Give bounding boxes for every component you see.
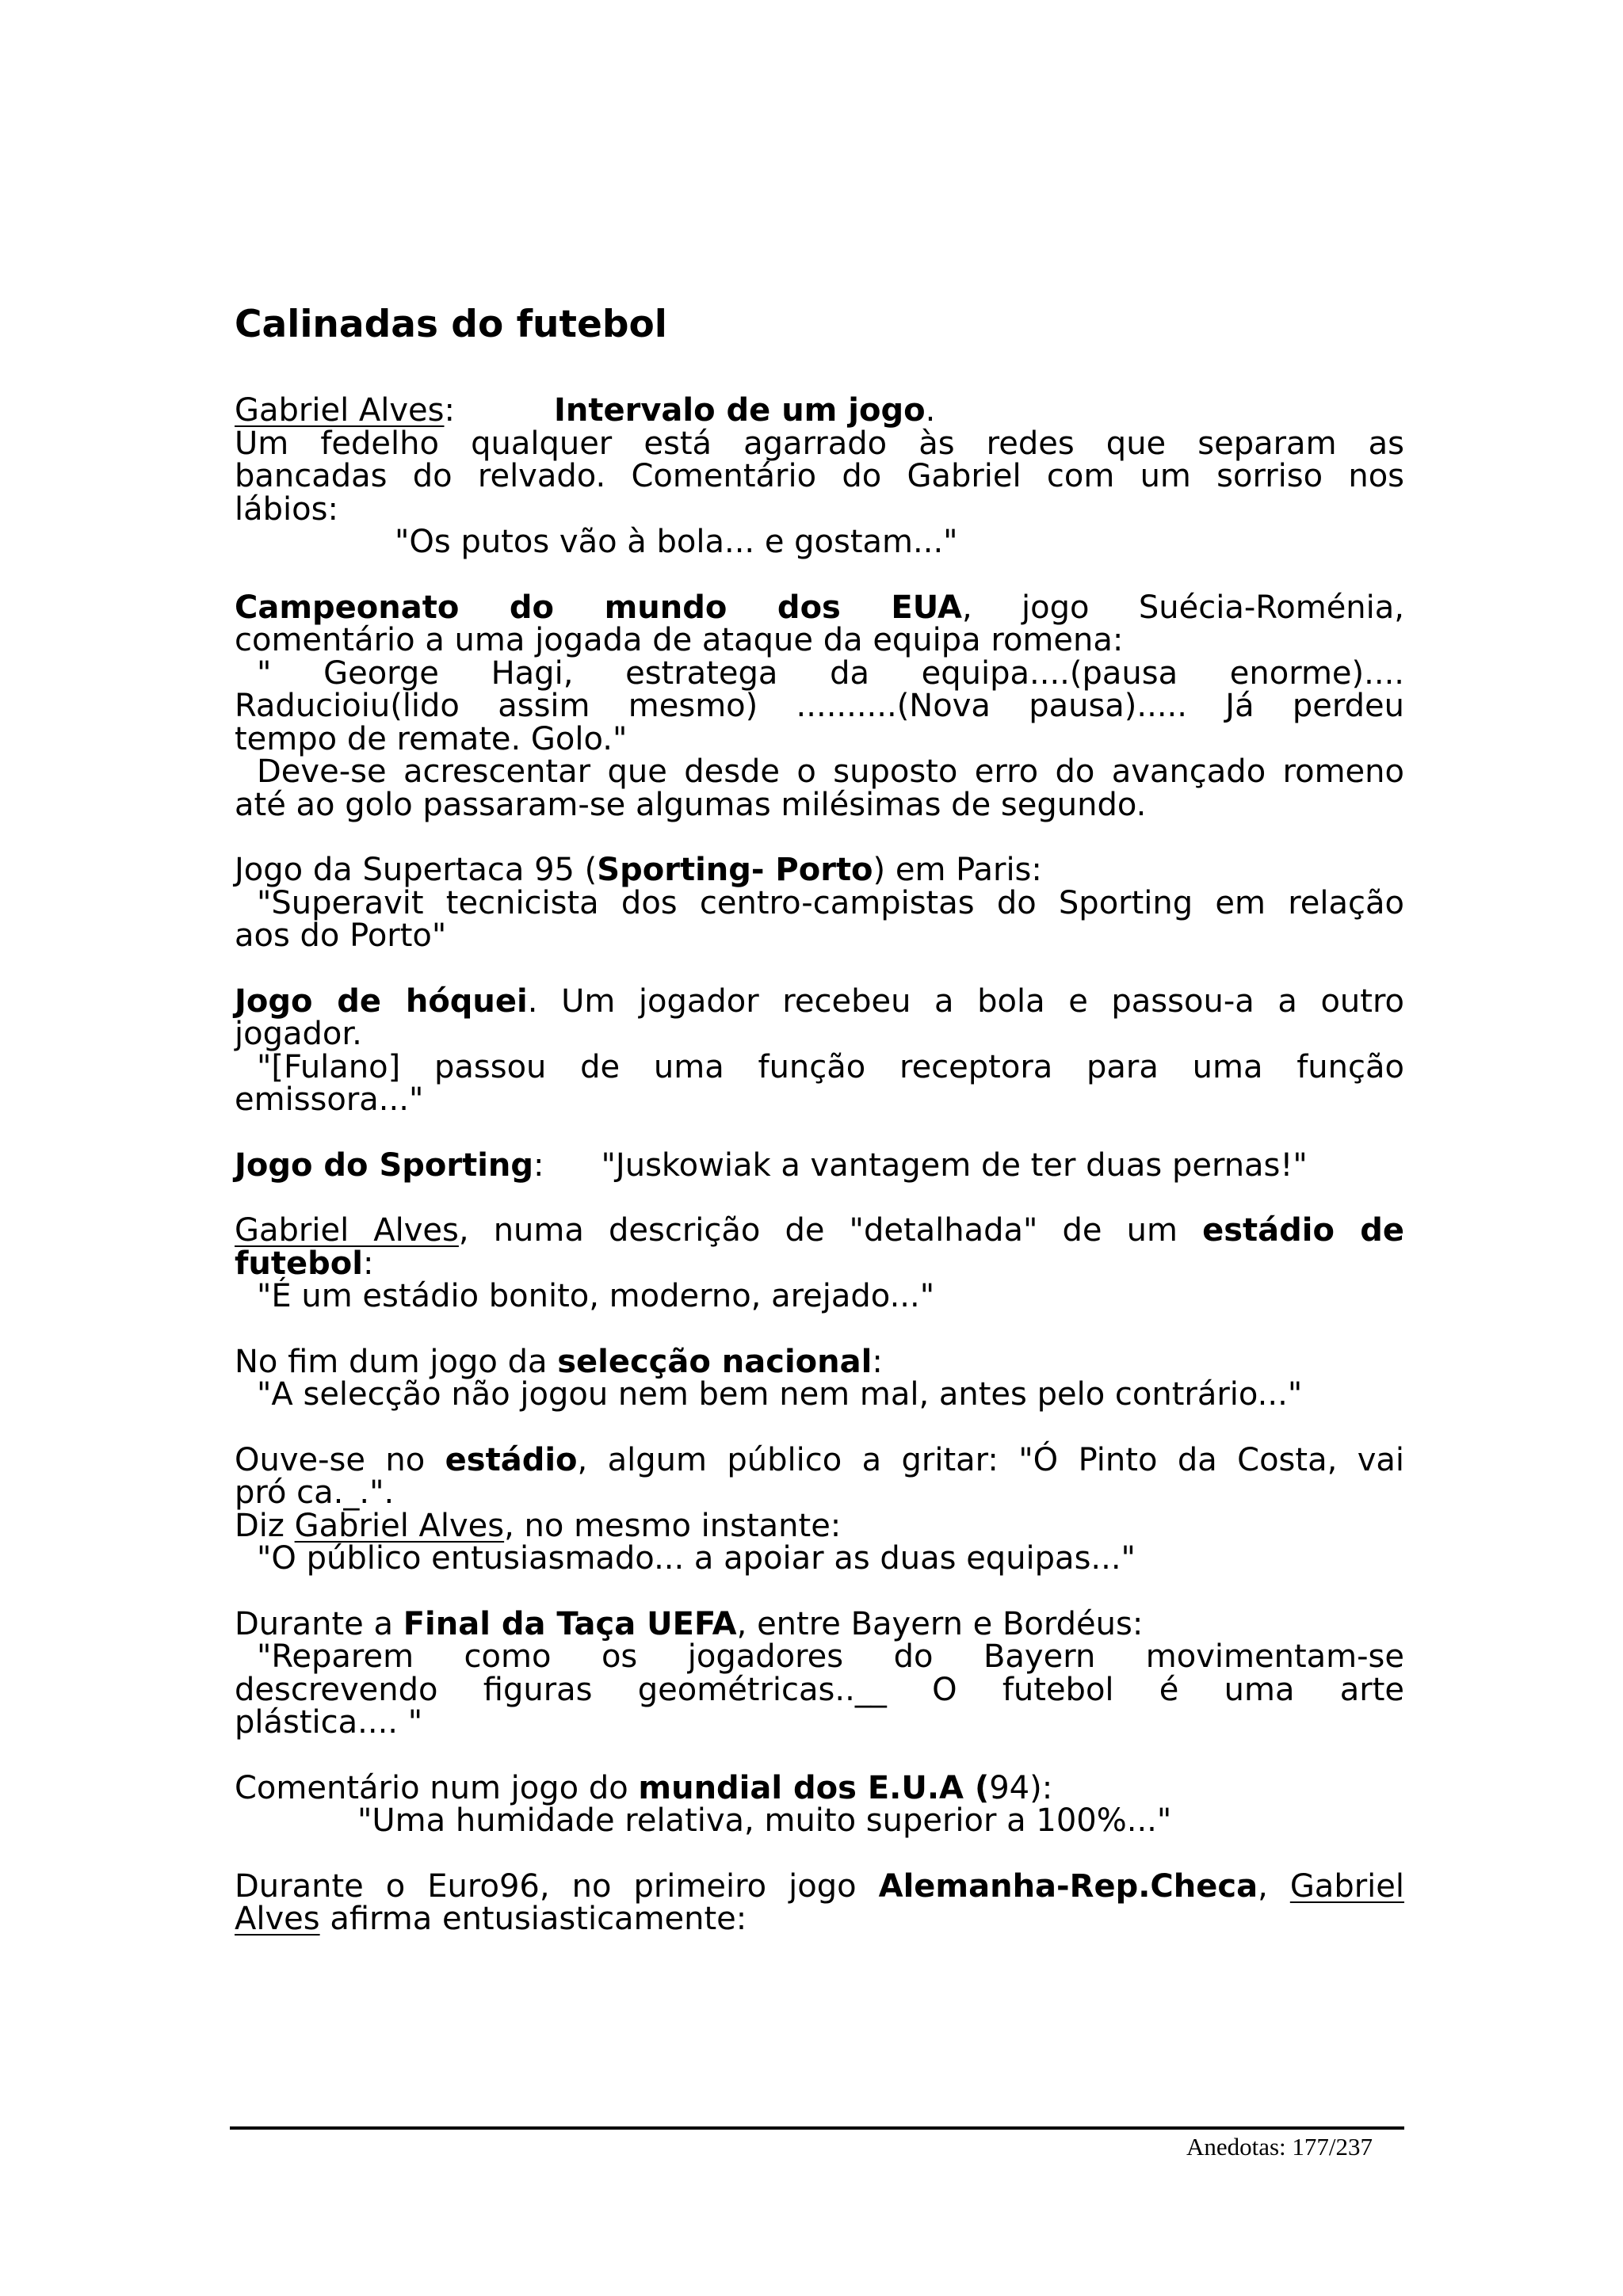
speaker-name: Gabriel Alves [235,392,445,429]
event-label: Jogo de hóquei [235,982,528,1020]
text-span: , numa descrição de "detalhada" de um [458,1212,1203,1249]
text-line: comentário a uma jogada de ataque da equipa romena: [235,622,1124,658]
event-label: Final da Taça UEFA [403,1605,737,1642]
quote-line: "Superavit tecnicista dos centro-campistas do Sporting em relação [257,884,1404,921]
text-line [235,1903,1404,1936]
event-label: estádio [445,1441,578,1478]
quote-line: emissora..." [235,1081,424,1118]
anecdote-heading [235,1867,1404,1905]
anecdote-heading [235,1212,1405,1249]
anecdote-heading [235,1605,1404,1642]
anecdote-heading [235,1343,1404,1380]
text-span: , algum público a gritar: "Ó Pinto da Costa, vai [577,1441,1404,1478]
quote-line: aos do Porto" [235,917,447,954]
event-label: Jogo do Sporting [235,1146,534,1184]
event-label: mundial dos E.U.A ( [638,1769,990,1806]
anecdote-taca-uefa [235,1605,1404,1741]
speaker-name: Gabriel Alves [235,1212,459,1249]
text-span: Durante a [235,1605,403,1642]
text-line [235,1245,1404,1282]
text-span: : [444,392,455,429]
quote-line: tempo de remate. Golo." [235,720,628,757]
text-span: Ouve-se no [235,1441,445,1478]
quote-line: "Os putos vão à bola... e gostam..." [395,524,958,560]
text-span: Durante o Euro96, no primeiro jogo [235,1867,879,1905]
speaker-name: Gabriel [1289,1867,1404,1905]
anecdote-sporting [235,1146,1404,1184]
anecdote-intervalo [235,392,1404,560]
anecdote-supertaca [235,854,1404,953]
anecdote-heading [235,1769,1404,1806]
quote-line: descrevendo figuras geométricas..__ O futebol é uma arte [235,1671,1404,1708]
text-line: jogador. [235,1016,362,1052]
footer-divider [230,2126,1404,2130]
event-label: estádio de [1202,1212,1405,1249]
text-span: , [1258,1867,1290,1905]
text-span: : [362,1245,374,1282]
anecdote-estadio [235,1212,1405,1314]
anecdote-heading [235,1146,1404,1184]
anecdote-euro96 [235,1867,1404,1937]
text-line: até ao golo passaram-se algumas milésimas de segundo. [235,786,1147,823]
quote-line: " George Hagi, estratega da equipa....(pausa enorme).... [257,654,1404,692]
anecdote-pinto-da-costa [235,1441,1404,1577]
anecdote-mundial [235,1769,1404,1839]
text-line: bancadas do relvado. Comentário do Gabriel com um sorriso nos [235,458,1404,494]
event-label: selecção nacional [557,1343,873,1380]
quote-line: "Reparem como os jogadores do Bayern movimentam-se [257,1638,1404,1675]
text-span: , jogo Suécia-Roménia, [961,589,1405,626]
text-span: 94): [989,1769,1053,1806]
quote-line: "[Fulano] passou de uma função receptora para uma função [257,1048,1404,1085]
anecdote-campeonato [235,589,1405,823]
speaker-name: Alves [235,1901,320,1937]
text-span: , entre Bayern e Bordéus: [736,1605,1144,1642]
quote-line: plástica.... " [235,1704,423,1741]
anecdote-heading [235,982,1405,1020]
quote-line: "Uma humidade relativa, muito superior a 100%..." [357,1802,1172,1839]
anecdote-hoquei [235,982,1405,1118]
anecdote-seleccao [235,1343,1404,1413]
page-number: Anedotas: 177/237 [1186,2133,1373,2161]
event-label: Campeonato do mundo dos EUA [235,589,962,626]
quote-line: "É um estádio bonito, moderno, arejado..." [257,1278,935,1314]
text-line: lábios: [235,490,338,528]
text-line: Um fedelho qualquer está agarrado às redes que separam as [235,425,1404,462]
text-span: afirma entusiasticamente: [319,1901,747,1937]
text-line: Deve-se acrescentar que desde o suposto erro do avançado romeno [257,753,1404,790]
text-span: No fim dum jogo da [235,1343,558,1380]
text-span: Jogo da Supertaca 95 ( [235,852,598,888]
event-label: Sporting- Porto [597,852,873,888]
event-label: Alemanha-Rep.Checa [878,1867,1258,1905]
text-span: Diz [235,1507,295,1544]
text-line [235,1507,1404,1544]
text-span: Comentário num jogo do [235,1769,639,1806]
quote-text: "Juskowiak a vantagem de ter duas pernas!" [601,1146,1308,1184]
text-span: , no mesmo instante: [504,1507,842,1544]
text-span: . [925,392,936,429]
text-span: . Um jogador recebeu a bola e passou-a a outro [527,982,1405,1020]
anecdote-heading [235,392,1404,429]
speaker-name: Gabriel Alves [294,1507,505,1544]
text-line: pró ca._.". [235,1474,395,1511]
text-span: : [872,1343,883,1380]
event-label: Intervalo de um jogo [553,392,926,429]
text-span: : [533,1146,544,1184]
quote-line: "A selecção não jogou nem bem nem mal, antes pelo contrário..." [257,1376,1303,1413]
event-label: futebol [235,1245,363,1282]
anecdote-heading [235,854,1404,887]
document-body [235,301,1404,1969]
page-title: Calinadas do futebol [235,303,667,346]
text-span: ) em Paris: [873,852,1042,888]
quote-line: Raducioiu(lido assim mesmo) ..........(Nova pausa)..... Já perdeu [235,688,1404,724]
anecdote-heading [235,1441,1404,1478]
anecdote-heading [235,589,1405,626]
quote-line: "O público entusiasmado... a apoiar as duas equipas..." [257,1540,1136,1577]
